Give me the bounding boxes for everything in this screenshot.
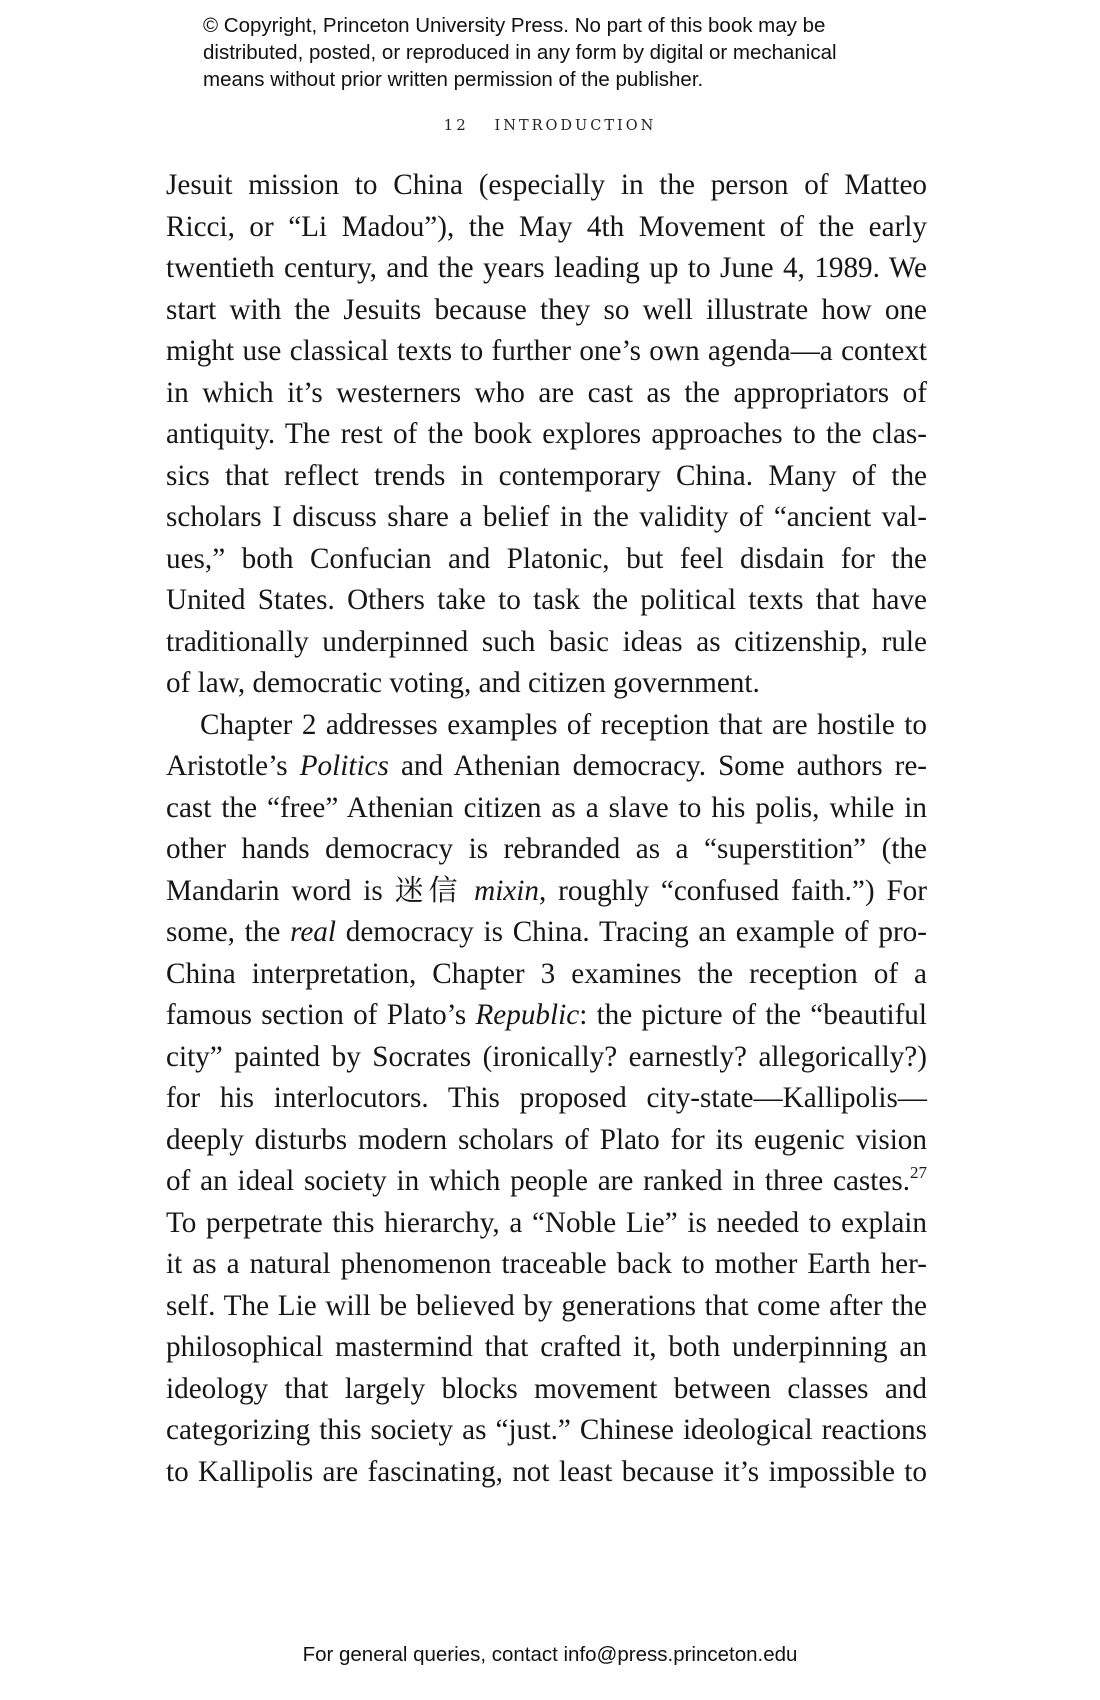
text-run: famous section of Plato’s [166, 999, 476, 1031]
text-line: for his interlocutors. This proposed city-state—Kallipolis— [166, 1082, 927, 1114]
text-run: and Athenian democracy. Some authors re- [388, 750, 928, 782]
text-line: cast the “free” Athenian citizen as a slave to his polis, while in [166, 791, 927, 824]
text-line: in which it’s westerners who are cast as the appropriators of [166, 376, 927, 409]
text-line: deeply disturbs modern scholars of Plato for its eugenic vision [166, 1123, 927, 1156]
text-line: China interpretation, Chapter 3 examines the reception of a [166, 957, 927, 990]
copyright-line: distributed, posted, or reproduced in any form by digital or mechanical [203, 41, 837, 64]
text-line: other hands democracy is rebranded as a “superstition” (the [166, 833, 927, 865]
text-line: it as a natural phenomenon traceable back to mother Earth her- [166, 1248, 927, 1280]
text-line: antiquity. The rest of the book explores approaches to the clas- [166, 418, 927, 450]
text-line [166, 995, 927, 1037]
text-line: philosophical mastermind that crafted it, both underpinning an [166, 1331, 927, 1363]
copyright-notice [203, 12, 923, 93]
text-line: categorizing this society as “just.” Chinese ideological reactions [166, 1414, 927, 1446]
text-line [166, 746, 927, 788]
text-line: to Kallipolis are fascinating, not least because it’s impossible to [166, 1455, 927, 1488]
footer-contact: For general queries, contact info@press.princeton.edu [302, 1643, 798, 1666]
section-title: INTRODUCTION [494, 118, 657, 134]
text-line: ideology that largely blocks movement between classes and [166, 1372, 927, 1405]
copyright-line: means without prior written permission of the publisher. [203, 68, 704, 91]
running-head [0, 116, 1100, 134]
text-line: sics that reflect trends in contemporary China. Many of the [166, 459, 927, 492]
text-line: twentieth century, and the years leading up to June 4, 1989. We [166, 252, 927, 284]
text-line: of law, democratic voting, and citizen government. [166, 667, 760, 699]
text-line: start with the Jesuits because they so well illustrate how one [166, 293, 927, 326]
text-line: To perpetrate this hierarchy, a “Noble Lie” is needed to explain [166, 1206, 927, 1239]
text-run: some, the [166, 916, 291, 948]
text-line [166, 1161, 927, 1203]
text-line: ues,” both Confucian and Platonic, but feel disdain for the [166, 542, 927, 575]
text-run: democracy is China. Tracing an example of pro- [336, 916, 927, 948]
text-run: , roughly “confused faith.”) For [538, 874, 927, 907]
footnote-marker[interactable]: 27 [910, 1163, 927, 1182]
transliteration: mixin [474, 874, 539, 907]
text-line: United States. Others take to task the political texts that have [166, 584, 927, 616]
text-line: self. The Lie will be believed by generations that come after the [166, 1289, 927, 1322]
book-title: Politics [299, 750, 389, 782]
text-line: Chapter 2 addresses examples of reception that are hostile to [200, 708, 927, 741]
text-line: Ricci, or “Li Madou”), the May 4th Movement of the early [166, 210, 927, 243]
emphasis: real [290, 916, 336, 948]
text-line: traditionally underpinned such basic ideas as citizenship, rule [166, 625, 927, 658]
text-run: Mandarin word is 迷信 [166, 874, 475, 907]
text-line: might use classical texts to further one’s own agenda—a context [166, 335, 927, 367]
page-number: 12 [443, 116, 469, 134]
book-title: Republic [475, 999, 580, 1031]
text-line: city” painted by Socrates (ironically? earnestly? allegorically?) [166, 1040, 927, 1073]
text-line: Jesuit mission to China (especially in the person of Matteo [166, 169, 927, 201]
text-run: : the picture of the “beautiful [579, 999, 927, 1031]
copyright-line: © Copyright, Princeton University Press. No part of this book may be [203, 14, 826, 37]
text-line [166, 912, 927, 954]
body-text [166, 165, 927, 1493]
text-run: of an ideal society in which people are ranked in three castes. [166, 1165, 910, 1197]
text-run: Aristotle’s [166, 750, 300, 782]
text-line: scholars I discuss share a belief in the validity of “ancient val- [166, 501, 927, 533]
text-line [166, 871, 927, 913]
